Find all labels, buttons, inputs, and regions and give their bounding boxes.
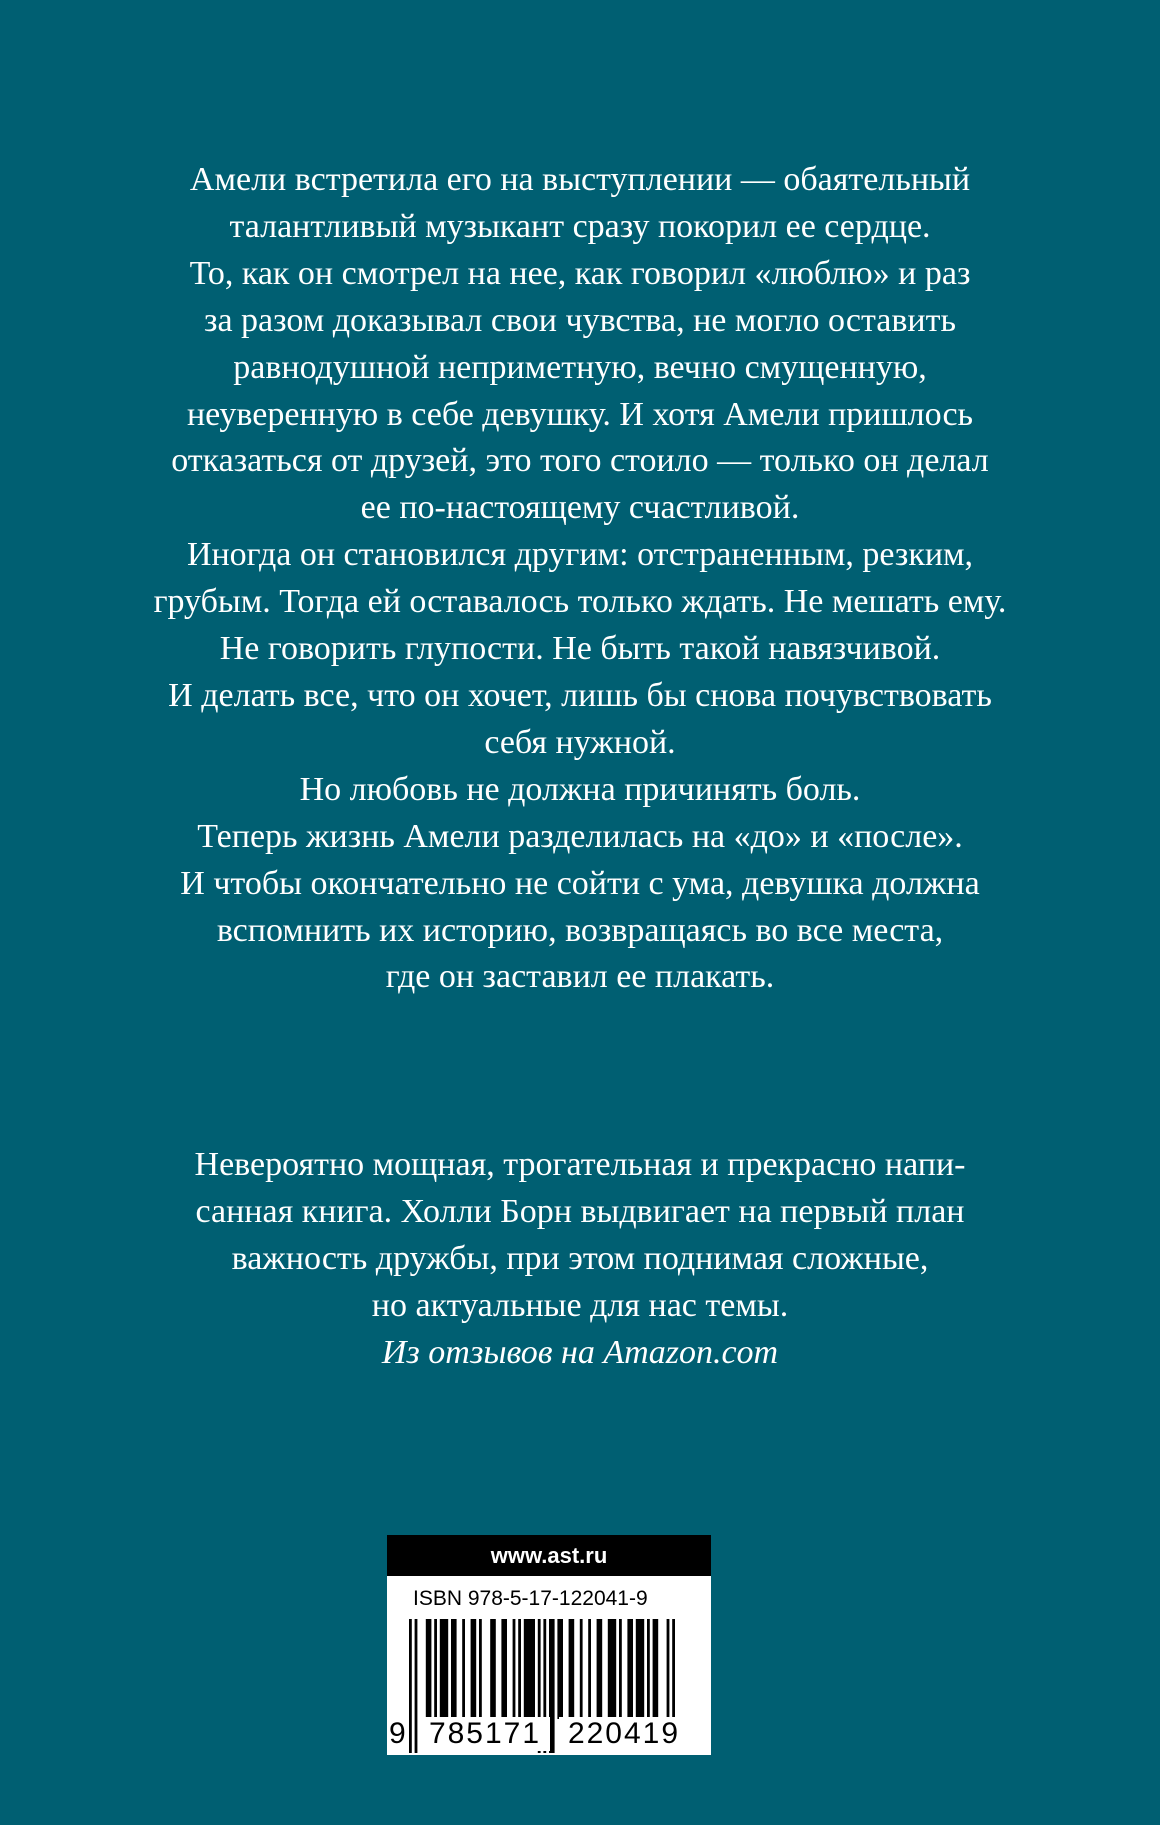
barcode-digits-right: 220419 — [559, 1717, 689, 1751]
publisher-website: www.ast.ru — [387, 1535, 711, 1576]
annotation-line: талантливый музыкант сразу покорил ее сердце. — [229, 207, 931, 245]
annotation-line: ее по-настоящему счастливой. — [360, 489, 800, 527]
barcode-bar — [557, 1619, 563, 1719]
review-line: Невероятно мощная, трогательная и прекрасно напи- — [194, 1146, 966, 1183]
annotation-line: Но любовь не должна причинять боль. — [299, 770, 861, 808]
annotation-line: И делать все, что он хочет, лишь бы снова почувствовать — [168, 676, 992, 714]
barcode-bar — [588, 1619, 591, 1719]
annotation-line: вспомнить их историю, возвращаясь во все места, — [216, 911, 944, 949]
barcode-bar — [426, 1619, 432, 1719]
barcode-bar — [636, 1619, 644, 1719]
barcode-bar — [667, 1619, 670, 1719]
annotation-line: Амели встретила его на выступлении — обаятельный — [189, 161, 971, 198]
barcode-bar — [471, 1619, 477, 1719]
barcode-bar — [608, 1619, 616, 1719]
annotation-line: равнодушной неприметную, вечно смущенную, — [233, 348, 927, 386]
barcode-bar — [597, 1619, 603, 1719]
barcode-bar — [672, 1619, 675, 1719]
barcode-bar — [518, 1619, 521, 1719]
review-line: санная книга. Холли Борн выдвигает на первый план — [195, 1193, 965, 1230]
annotation-line: Теперь жизнь Амели разделилась на «до» и «после». — [197, 817, 963, 855]
barcode-bar — [647, 1619, 650, 1719]
annotation-line: Иногда он становился другим: отстраненным, резким, — [186, 536, 974, 574]
annotation-line: грубым. Тогда ей оставалось только ждать. Не мешать ему. — [153, 583, 1007, 621]
barcode-bar — [479, 1619, 482, 1719]
annotation-line: То, как он смотрел на нее, как говорил «люблю» и раз — [189, 254, 971, 292]
annotation-line: за разом доказывал свои чувства, не могло оставить — [204, 301, 956, 339]
barcode-digit-lead: 9 — [389, 1717, 408, 1750]
annotation-line: отказаться от друзей, это того стоило — только он делал — [171, 442, 989, 480]
barcode-bar — [513, 1619, 516, 1719]
barcode-bar — [490, 1619, 496, 1719]
annotation-line: неуверенную в себе девушку. И хотя Амели пришлось — [186, 395, 974, 433]
isbn-barcode-block — [387, 1535, 711, 1755]
annotation-line: где он заставил ее плакать. — [385, 958, 775, 996]
barcode-bar — [580, 1619, 583, 1719]
barcode-bar — [409, 1619, 412, 1753]
review-source: Из отзывов на Amazon.com — [381, 1334, 779, 1371]
annotation-line: И чтобы окончательно не сойти с ума, девушка должна — [180, 864, 980, 902]
barcode-bar — [653, 1619, 659, 1719]
review-line: важность дружбы, при этом поднимая сложные, — [231, 1240, 929, 1277]
barcode-bar — [462, 1619, 465, 1719]
barcode-bar — [451, 1619, 457, 1719]
barcode-bar — [569, 1619, 575, 1719]
barcode-bar — [627, 1619, 633, 1719]
review-quote — [60, 1141, 1100, 1376]
review-line: но актуальные для нас темы. — [371, 1287, 789, 1324]
barcode-bar — [501, 1619, 507, 1719]
barcode-bar — [619, 1619, 622, 1719]
isbn-number: ISBN 978-5-17-122041-9 — [413, 1587, 648, 1610]
barcode-digits-left: 785171 — [420, 1717, 550, 1751]
barcode-bar — [434, 1619, 437, 1719]
annotation-line: Не говорить глупости. Не быть такой навязчивой. — [219, 630, 941, 668]
barcode-bar — [524, 1619, 535, 1719]
annotation-line: себя нужной. — [484, 723, 676, 761]
annotation-text — [60, 157, 1100, 1001]
barcode-bar — [415, 1619, 418, 1753]
barcode-bar — [440, 1619, 448, 1719]
